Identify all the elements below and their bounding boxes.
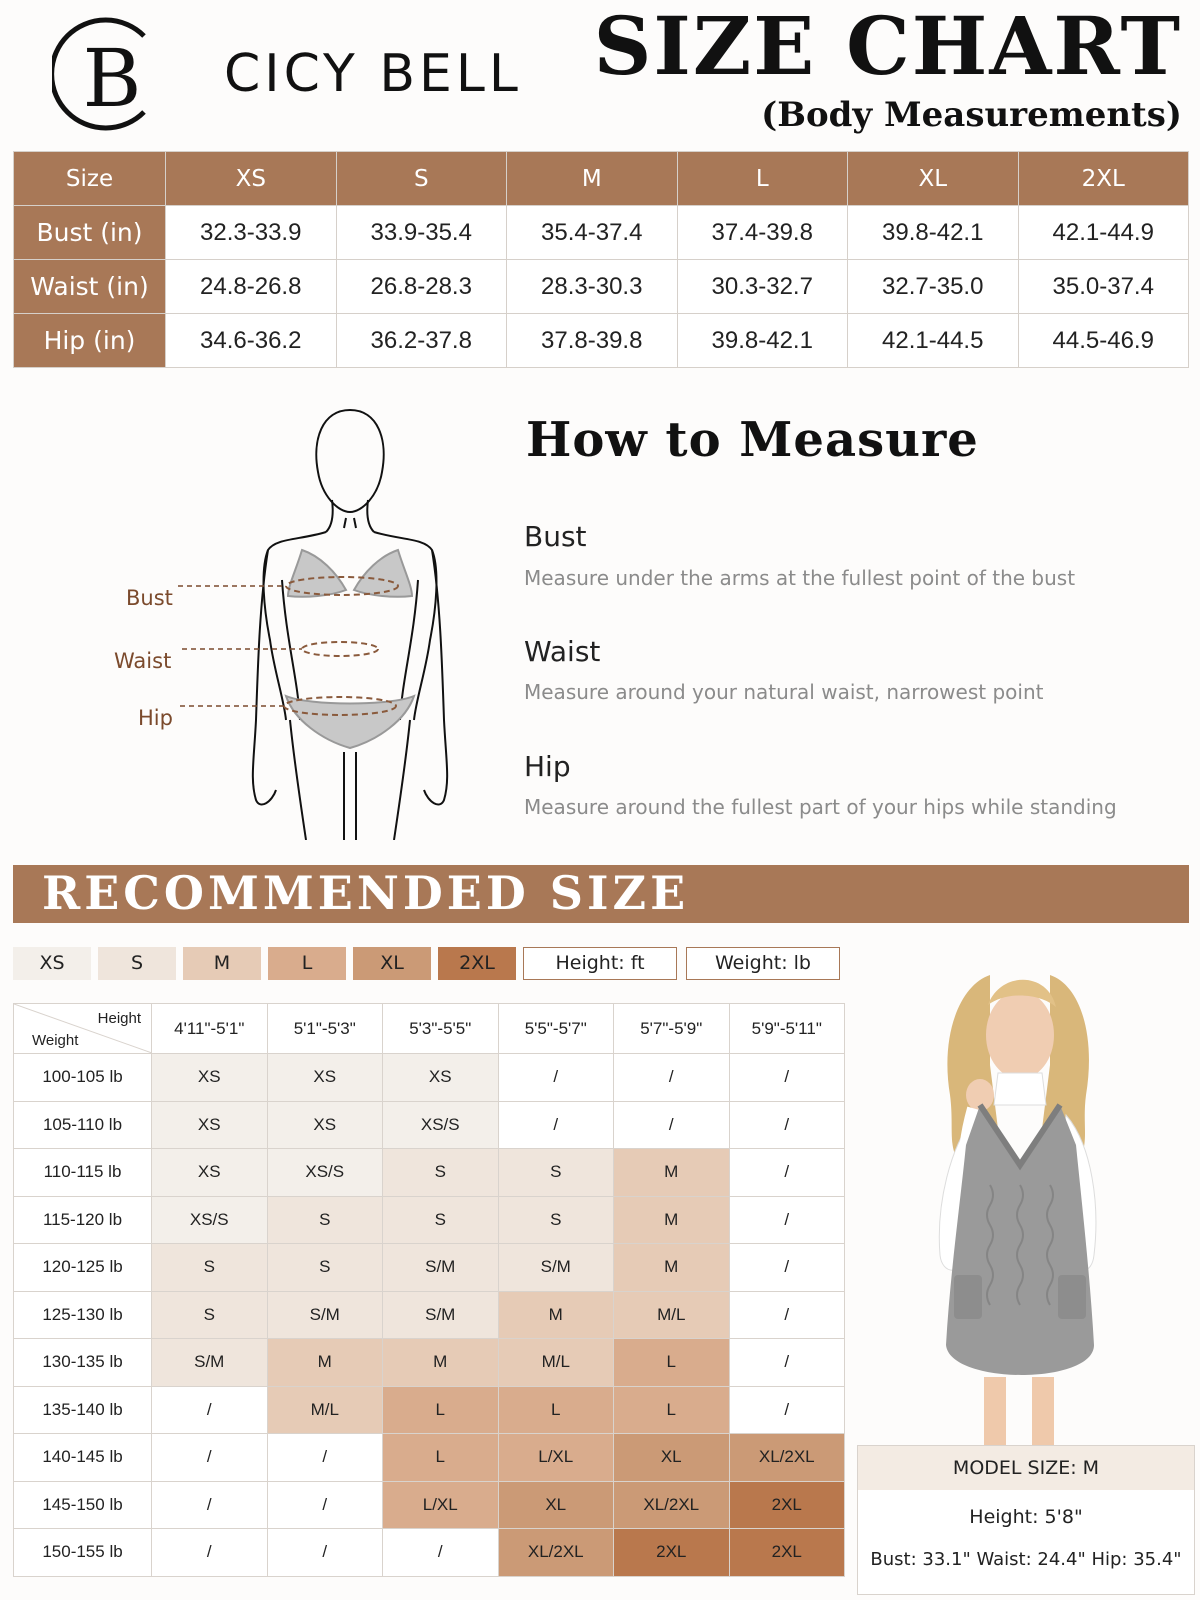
size-chart-table: [13, 151, 1189, 368]
recommended-size-cell: XL/2XL: [614, 1481, 730, 1529]
recommended-size-cell: M/L: [498, 1339, 614, 1387]
weight-row: [14, 1196, 845, 1244]
recommended-size-cell: XS: [267, 1054, 383, 1102]
recommended-size-cell: /: [729, 1386, 845, 1434]
legend-l: L: [268, 947, 346, 980]
recommended-title: RECOMMENDED SIZE: [42, 866, 690, 920]
legend-m: M: [183, 947, 261, 980]
recommended-size-cell: /: [729, 1149, 845, 1197]
height-header-cell: 5'5"-5'7": [498, 1004, 614, 1054]
weight-label-cell: 150-155 lb: [14, 1529, 152, 1577]
waist-row: [14, 260, 1189, 314]
weight-row: [14, 1339, 845, 1387]
measurement-cell: 44.5-46.9: [1018, 314, 1189, 368]
recommended-size-cell: M: [614, 1244, 730, 1292]
measurement-cell: 28.3-30.3: [507, 260, 678, 314]
row-label: Waist (in): [14, 260, 166, 314]
recommended-size-cell: /: [729, 1291, 845, 1339]
recommended-size-cell: XS: [152, 1149, 268, 1197]
weight-label-cell: 110-115 lb: [14, 1149, 152, 1197]
brand-logo-icon: [52, 14, 172, 134]
weight-label-cell: 125-130 lb: [14, 1291, 152, 1339]
recommended-size-cell: XL/2XL: [498, 1529, 614, 1577]
measurement-cell: 37.4-39.8: [677, 206, 848, 260]
measurement-cell: 33.9-35.4: [336, 206, 507, 260]
weight-row: [14, 1101, 845, 1149]
recommended-size-cell: /: [267, 1434, 383, 1482]
recommended-size-cell: XS/S: [267, 1149, 383, 1197]
weight-row: [14, 1054, 845, 1102]
page-title: SIZE CHART: [593, 0, 1182, 93]
measurement-cell: 32.3-33.9: [166, 206, 337, 260]
weight-label-cell: 100-105 lb: [14, 1054, 152, 1102]
measurement-cell: 30.3-32.7: [677, 260, 848, 314]
weight-row: [14, 1529, 845, 1577]
size-header-cell: S: [336, 152, 507, 206]
height-header-cell: 5'3"-5'5": [383, 1004, 499, 1054]
row-label: Bust (in): [14, 206, 166, 260]
weight-label-cell: 135-140 lb: [14, 1386, 152, 1434]
weight-label-cell: 115-120 lb: [14, 1196, 152, 1244]
height-header-cell: 4'11"-5'1": [152, 1004, 268, 1054]
recommended-size-cell: M/L: [267, 1386, 383, 1434]
legend-2xl: 2XL: [438, 947, 516, 980]
recommended-size-cell: S/M: [383, 1244, 499, 1292]
hip-row: [14, 314, 1189, 368]
measurement-cell: 39.8-42.1: [677, 314, 848, 368]
recommended-size-cell: /: [729, 1101, 845, 1149]
recommended-size-cell: S: [498, 1149, 614, 1197]
recommended-size-cell: S: [152, 1291, 268, 1339]
how-waist-heading: Waist: [524, 635, 601, 668]
recommended-size-cell: XS: [152, 1054, 268, 1102]
recommended-size-cell: /: [498, 1101, 614, 1149]
recommended-size-cell: 2XL: [614, 1529, 730, 1577]
recommended-size-cell: /: [729, 1054, 845, 1102]
recommended-size-cell: S/M: [383, 1291, 499, 1339]
how-waist-description: Measure around your natural waist, narrowest point: [524, 680, 1044, 704]
recommended-size-cell: L: [383, 1386, 499, 1434]
brand-name: CICY BELL: [224, 44, 522, 104]
model-size: MODEL SIZE: M: [858, 1446, 1194, 1490]
recommended-size-cell: /: [152, 1434, 268, 1482]
recommended-size-cell: /: [729, 1244, 845, 1292]
bust-label: Bust: [126, 586, 173, 610]
recommended-size-cell: 2XL: [729, 1481, 845, 1529]
corner-cell: [14, 1004, 152, 1054]
how-bust-heading: Bust: [524, 520, 587, 553]
recommended-size-cell: /: [729, 1339, 845, 1387]
recommended-size-cell: S: [383, 1149, 499, 1197]
size-header-cell: XL: [848, 152, 1019, 206]
recommended-size-cell: S: [152, 1244, 268, 1292]
measurement-cell: 37.8-39.8: [507, 314, 678, 368]
recommended-size-table: [13, 1003, 845, 1577]
recommended-size-cell: L: [383, 1434, 499, 1482]
weight-label-cell: 130-135 lb: [14, 1339, 152, 1387]
body-measurement-figure: [100, 400, 480, 840]
recommended-size-cell: /: [152, 1386, 268, 1434]
size-header-cell: M: [507, 152, 678, 206]
row-label: Hip (in): [14, 314, 166, 368]
legend-xs: XS: [13, 947, 91, 980]
how-to-measure-title: How to Measure: [526, 412, 979, 468]
recommended-size-cell: /: [267, 1529, 383, 1577]
recommended-size-cell: 2XL: [729, 1529, 845, 1577]
measurement-cell: 24.8-26.8: [166, 260, 337, 314]
how-bust-description: Measure under the arms at the fullest point of the bust: [524, 566, 1076, 590]
recommended-size-cell: XS: [383, 1054, 499, 1102]
measurement-cell: 42.1-44.9: [1018, 206, 1189, 260]
weight-row: [14, 1244, 845, 1292]
recommended-size-cell: L: [614, 1339, 730, 1387]
how-hip-description: Measure around the fullest part of your hips while standing: [524, 795, 1117, 819]
measurement-cell: 35.0-37.4: [1018, 260, 1189, 314]
recommended-size-cell: S: [383, 1196, 499, 1244]
legend-height-unit: Height: ft: [523, 947, 677, 980]
recommended-size-cell: /: [267, 1481, 383, 1529]
measurement-cell: 34.6-36.2: [166, 314, 337, 368]
logo-letter: B: [82, 32, 142, 125]
recommended-size-cell: M: [267, 1339, 383, 1387]
recommended-size-cell: M/L: [614, 1291, 730, 1339]
weight-label-cell: 145-150 lb: [14, 1481, 152, 1529]
recommended-size-cell: L/XL: [383, 1481, 499, 1529]
recommended-size-cell: M: [614, 1196, 730, 1244]
measurement-cell: 35.4-37.4: [507, 206, 678, 260]
model-measurements: Bust: 33.1" Waist: 24.4" Hip: 35.4": [870, 1549, 1182, 1570]
recommended-size-cell: /: [383, 1529, 499, 1577]
model-info-box: [857, 1445, 1195, 1595]
size-header-cell: L: [677, 152, 848, 206]
weight-row: [14, 1386, 845, 1434]
recommended-size-cell: S: [267, 1196, 383, 1244]
legend-s: S: [98, 947, 176, 980]
weight-row: [14, 1481, 845, 1529]
how-hip-heading: Hip: [524, 750, 571, 783]
size-header-cell: 2XL: [1018, 152, 1189, 206]
recommended-size-cell: L: [614, 1386, 730, 1434]
recommended-size-cell: /: [614, 1101, 730, 1149]
corner-weight-label: Weight: [32, 1032, 79, 1049]
recommended-size-cell: S: [498, 1196, 614, 1244]
weight-row: [14, 1149, 845, 1197]
measurement-cell: 42.1-44.5: [848, 314, 1019, 368]
recommended-size-cell: XL/2XL: [729, 1434, 845, 1482]
weight-label-cell: 140-145 lb: [14, 1434, 152, 1482]
recommended-size-cell: M: [614, 1149, 730, 1197]
recommended-size-cell: XS/S: [383, 1101, 499, 1149]
waist-label: Waist: [114, 649, 172, 673]
legend-xl: XL: [353, 947, 431, 980]
recommended-size-cell: M: [383, 1339, 499, 1387]
bust-row: [14, 206, 1189, 260]
model-photo: [880, 945, 1180, 1445]
page-subtitle: (Body Measurements): [761, 95, 1182, 135]
recommended-size-cell: L/XL: [498, 1434, 614, 1482]
recommended-size-cell: S: [267, 1244, 383, 1292]
recommended-size-cell: S/M: [267, 1291, 383, 1339]
weight-row: [14, 1434, 845, 1482]
measurement-cell: 26.8-28.3: [336, 260, 507, 314]
size-header-cell: XS: [166, 152, 337, 206]
recommended-size-cell: XL: [614, 1434, 730, 1482]
hip-label: Hip: [138, 706, 173, 730]
weight-label-cell: 120-125 lb: [14, 1244, 152, 1292]
measurement-cell: 32.7-35.0: [848, 260, 1019, 314]
recommended-size-cell: S/M: [152, 1339, 268, 1387]
recommended-size-cell: /: [152, 1481, 268, 1529]
recommended-size-cell: XS/S: [152, 1196, 268, 1244]
recommended-size-cell: M: [498, 1291, 614, 1339]
weight-row: [14, 1291, 845, 1339]
recommended-size-cell: S/M: [498, 1244, 614, 1292]
recommended-size-cell: XS: [152, 1101, 268, 1149]
corner-height-label: Height: [97, 1010, 141, 1027]
recommended-size-cell: /: [614, 1054, 730, 1102]
measurement-cell: 39.8-42.1: [848, 206, 1019, 260]
recommended-size-cell: XL: [498, 1481, 614, 1529]
recommended-size-cell: /: [152, 1529, 268, 1577]
height-header-cell: 5'9"-5'11": [729, 1004, 845, 1054]
recommended-size-cell: /: [729, 1196, 845, 1244]
weight-label-cell: 105-110 lb: [14, 1101, 152, 1149]
recommended-size-cell: XS: [267, 1101, 383, 1149]
measurement-cell: 36.2-37.8: [336, 314, 507, 368]
height-header-cell: 5'7"-5'9": [614, 1004, 730, 1054]
legend-weight-unit: Weight: lb: [686, 947, 840, 980]
height-header-row: [14, 1004, 845, 1054]
height-header-cell: 5'1"-5'3": [267, 1004, 383, 1054]
size-chart-header-row: [14, 152, 1189, 206]
recommended-size-cell: L: [498, 1386, 614, 1434]
model-height: Height: 5'8": [969, 1506, 1083, 1528]
size-header-cell: Size: [14, 152, 166, 206]
recommended-size-cell: /: [498, 1054, 614, 1102]
